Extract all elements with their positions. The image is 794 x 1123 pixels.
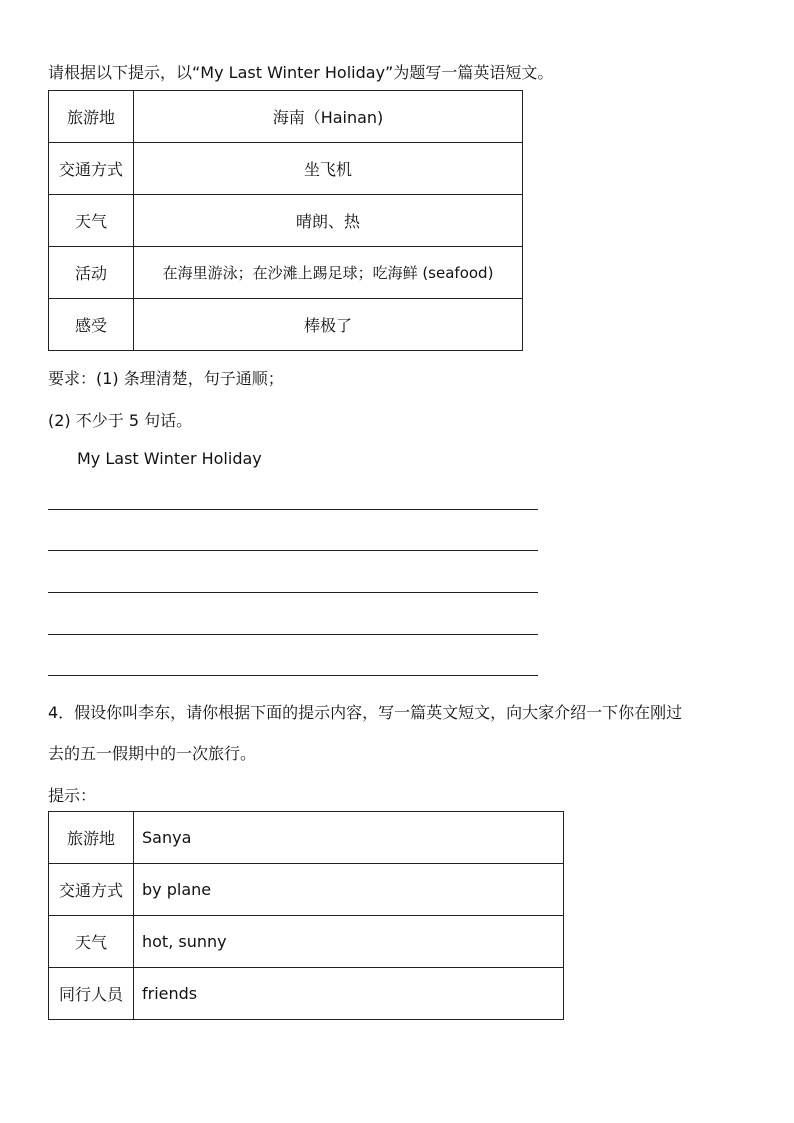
row-value: by plane <box>134 864 564 916</box>
hint-label: 提示： <box>48 786 97 805</box>
row-value: 晴朗、热 <box>134 195 523 247</box>
row-value: friends <box>134 968 564 1020</box>
row-value: 在海里游泳；在沙滩上踢足球；吃海鲜 (seafood) <box>134 247 523 299</box>
table-row <box>49 91 523 143</box>
table-row <box>49 247 523 299</box>
row-label: 感受 <box>49 299 134 351</box>
requirement-2: (2) 不少于 5 句话。 <box>48 411 193 430</box>
row-value: hot, sunny <box>134 916 564 968</box>
row-label: 活动 <box>49 247 134 299</box>
info-table-hainan <box>48 90 523 351</box>
row-label: 交通方式 <box>49 864 134 916</box>
row-value: 坐飞机 <box>134 143 523 195</box>
writing-line[interactable] <box>48 675 538 676</box>
row-label: 天气 <box>49 916 134 968</box>
row-label: 旅游地 <box>49 91 134 143</box>
table-row <box>49 195 523 247</box>
info-table-sanya <box>48 811 564 1020</box>
table-row <box>49 299 523 351</box>
writing-line[interactable] <box>48 634 538 635</box>
writing-line[interactable] <box>48 550 538 551</box>
table-row <box>49 916 564 968</box>
table-row <box>49 968 564 1020</box>
question-4-text: 4．假设你叫李东，请你根据下面的提示内容，写一篇英文短文，向大家介绍一下你在刚过 <box>48 703 683 722</box>
table-row <box>49 143 523 195</box>
row-label: 天气 <box>49 195 134 247</box>
row-value: 棒极了 <box>134 299 523 351</box>
row-label: 旅游地 <box>49 812 134 864</box>
essay-title: My Last Winter Holiday <box>77 449 262 468</box>
writing-line[interactable] <box>48 592 538 593</box>
row-label: 交通方式 <box>49 143 134 195</box>
table-row <box>49 864 564 916</box>
task-intro: 请根据以下提示，以“My Last Winter Holiday”为题写一篇英语短文。 <box>48 63 554 82</box>
question-4-text-cont: 去的五一假期中的一次旅行。 <box>48 744 257 763</box>
row-value: 海南（Hainan) <box>134 91 523 143</box>
row-value: Sanya <box>134 812 564 864</box>
requirement-1: 要求：(1) 条理清楚，句子通顺； <box>48 369 284 388</box>
table-row <box>49 812 564 864</box>
writing-line[interactable] <box>48 509 538 510</box>
row-label: 同行人员 <box>49 968 134 1020</box>
